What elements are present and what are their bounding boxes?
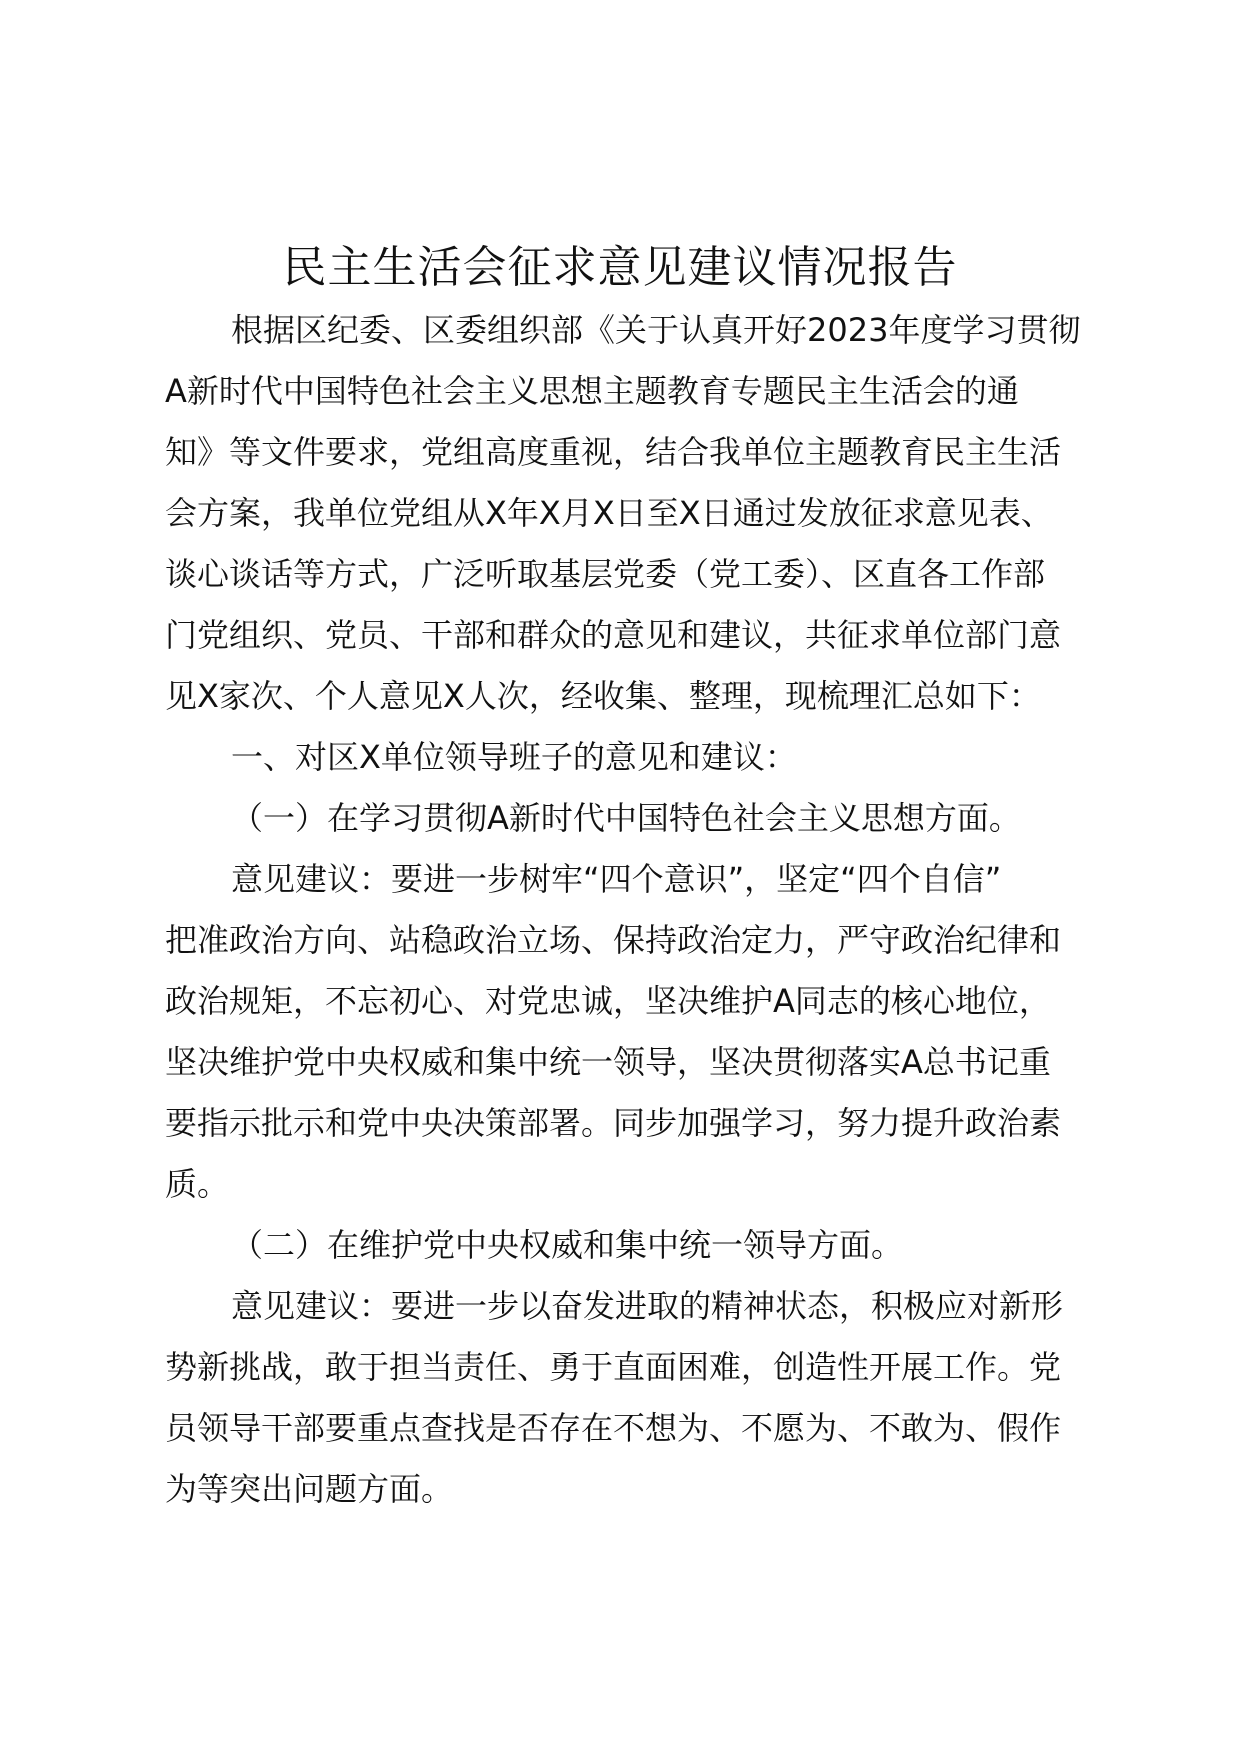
text-line: 知》等文件要求，党组高度重视，结合我单位主题教育民主生活	[165, 433, 1062, 471]
text-line: 一、对区X单位领导班子的意见和建议：	[231, 738, 797, 776]
text-line: 要指示批示和党中央决策部署。同步加强学习，努力提升政治素	[165, 1104, 1062, 1142]
text-line: 政治规矩，不忘初心、对党忠诚，坚决维护A同志的核心地位，	[165, 982, 1051, 1020]
document-title: 民主生活会征求意见建议情况报告	[282, 242, 958, 293]
text-line: 势新挑战，敢于担当责任、勇于直面困难，创造性开展工作。党	[165, 1348, 1062, 1386]
text-line: 会方案，我单位党组从X年X月X日至X日通过发放征求意见表、	[165, 494, 1053, 532]
text-line: 谈心谈话等方式，广泛听取基层党委（党工委）、区直各工作部	[165, 555, 1046, 593]
text-line: 把准政治方向、站稳政治立场、保持政治定力，严守政治纪律和	[165, 921, 1062, 959]
text-line: 员领导干部要重点查找是否存在不想为、不愿为、不敢为、假作	[165, 1409, 1062, 1447]
text-line: （二）在维护党中央权威和集中统一领导方面。	[231, 1226, 904, 1264]
text-line: 见X家次、个人意见X人次，经收集、整理，现梳理汇总如下：	[165, 677, 1041, 715]
text-line: （一）在学习贯彻A新时代中国特色社会主义思想方面。	[231, 799, 1021, 837]
text-line: 质。	[165, 1165, 230, 1203]
text-line: 为等突出问题方面。	[165, 1470, 454, 1508]
text-line: 坚决维护党中央权威和集中统一领导，坚决贯彻落实A总书记重	[165, 1043, 1051, 1081]
text-line: 意见建议：要进一步以奋发进取的精神状态，积极应对新形	[231, 1287, 1064, 1325]
text-line: 门党组织、党员、干部和群众的意见和建议，共征求单位部门意	[165, 616, 1062, 654]
text-line: A新时代中国特色社会主义思想主题教育专题民主生活会的通	[165, 372, 1019, 410]
document-body	[165, 300, 1125, 1520]
text-line: 意见建议：要进一步树牢“四个意识”，坚定“四个自信”	[231, 860, 1002, 898]
text-line: 根据区纪委、区委组织部《关于认真开好2023年度学习贯彻	[231, 311, 1081, 349]
